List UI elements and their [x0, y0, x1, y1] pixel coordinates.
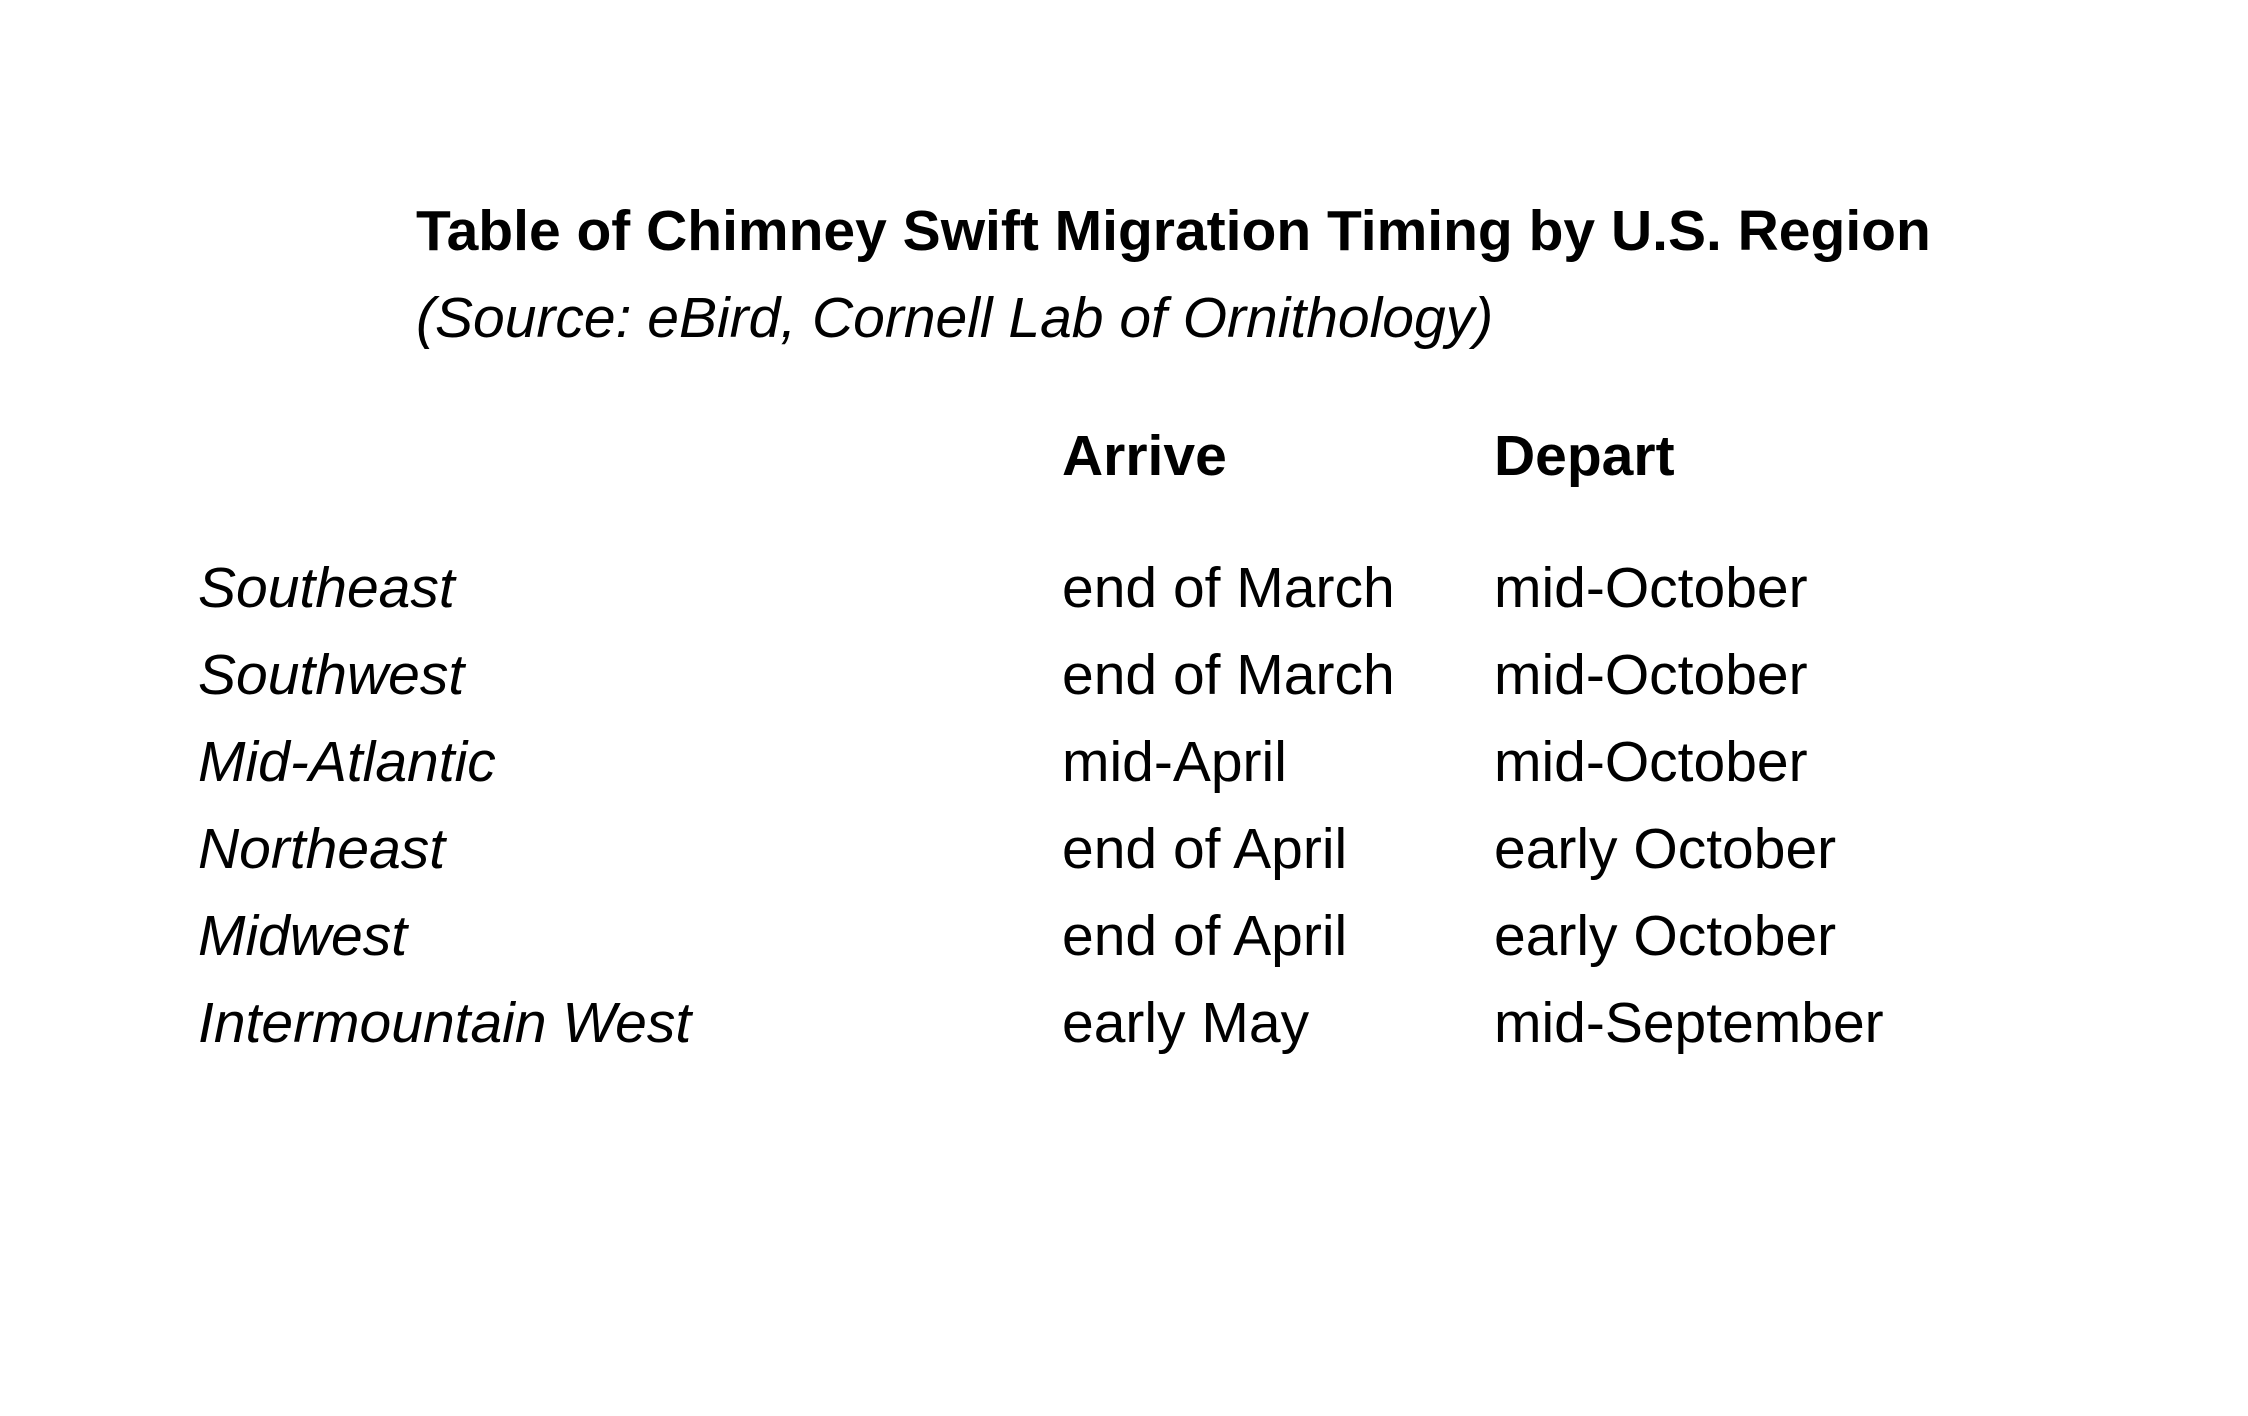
depart-cell: mid-October — [1494, 730, 1808, 794]
arrive-cell: end of April — [1062, 817, 1348, 881]
depart-cell: early October — [1494, 817, 1837, 881]
arrive-cell: mid-April — [1062, 730, 1287, 794]
region-cell: Northeast — [198, 817, 446, 881]
arrive-cell: end of March — [1062, 643, 1395, 707]
table-title: Table of Chimney Swift Migration Timing by U.S. Region — [416, 199, 1931, 263]
region-cell: Southwest — [198, 643, 465, 707]
arrive-cell: early May — [1062, 991, 1310, 1055]
region-cell: Mid-Atlantic — [198, 730, 496, 794]
table-source: (Source: eBird, Cornell Lab of Ornithology) — [416, 286, 1494, 350]
region-cell: Intermountain West — [198, 991, 692, 1055]
region-cell: Midwest — [198, 904, 408, 968]
depart-cell: mid-October — [1494, 556, 1808, 620]
region-cell: Southeast — [198, 556, 455, 620]
arrive-cell: end of March — [1062, 556, 1395, 620]
depart-cell: mid-October — [1494, 643, 1808, 707]
depart-cell: mid-September — [1494, 991, 1884, 1055]
arrive-column-header: Arrive — [1062, 424, 1227, 488]
depart-cell: early October — [1494, 904, 1837, 968]
depart-column-header: Depart — [1494, 424, 1675, 488]
arrive-cell: end of April — [1062, 904, 1348, 968]
